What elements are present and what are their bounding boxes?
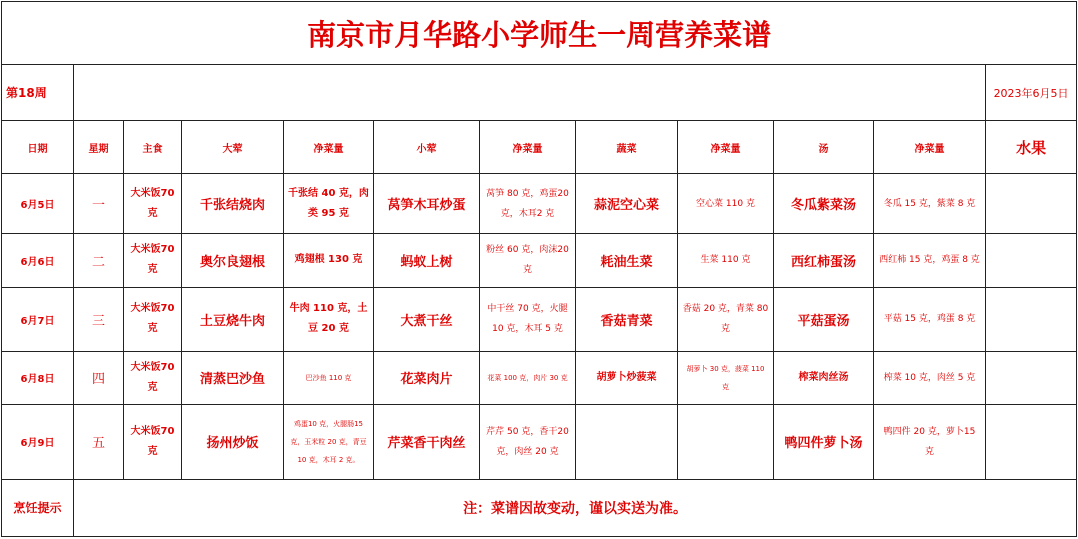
menu-table — [1, 1, 1077, 537]
row-side-amount: 中干丝 70 克，火腿 10 克，木耳 5 克 — [480, 287, 576, 351]
page-title: 南京市月华路小学师生一周营养菜谱 — [2, 2, 1077, 65]
row-main-amount: 巴沙鱼 110 克 — [284, 351, 374, 404]
row-soup: 西红柿蛋汤 — [774, 234, 874, 287]
row-veg-amount — [678, 404, 774, 479]
row-side-dish: 大煮干丝 — [374, 287, 480, 351]
row-side-dish: 莴笋木耳炒蛋 — [374, 174, 480, 234]
row-side-amount: 花菜 100 克，肉片 30 克 — [480, 351, 576, 404]
row-date: 6月6日 — [2, 234, 74, 287]
row-veg: 蒜泥空心菜 — [576, 174, 678, 234]
row-weekday: 二 — [74, 234, 124, 287]
row-main-amount: 鸡翅根 130 克 — [284, 234, 374, 287]
row-veg-amount: 胡萝卜 30 克，菠菜 110 克 — [678, 351, 774, 404]
col-header-date: 日期 — [2, 121, 74, 174]
row-side-amount: 粉丝 60 克，肉沫20 克 — [480, 234, 576, 287]
footer-note: 注：菜谱因故变动，谨以实送为准。 — [74, 479, 1077, 536]
row-side-dish: 花菜肉片 — [374, 351, 480, 404]
table-row — [2, 287, 1077, 351]
row-staple: 大米饭70克 — [124, 404, 182, 479]
row-weekday: 五 — [74, 404, 124, 479]
week-label: 第18周 — [2, 65, 74, 121]
row-weekday: 三 — [74, 287, 124, 351]
row-main-dish: 土豆烧牛肉 — [182, 287, 284, 351]
table-row — [2, 174, 1077, 234]
row-soup-amount: 鸭四件 20 克，萝卜15 克 — [874, 404, 986, 479]
menu-date: 2023年6月5日 — [986, 65, 1077, 121]
col-header-veg: 蔬菜 — [576, 121, 678, 174]
row-main-amount: 鸡蛋10 克，火腿肠15 克，玉米粒 20 克，青豆 10 克，木耳 2 克。 — [284, 404, 374, 479]
row-staple: 大米饭70克 — [124, 234, 182, 287]
row-side-amount: 芹芹 50 克，香干20 克，肉丝 20 克 — [480, 404, 576, 479]
row-veg-amount: 香菇 20 克，青菜 80 克 — [678, 287, 774, 351]
row-soup-amount: 西红柿 15 克，鸡蛋 8 克 — [874, 234, 986, 287]
row-main-amount: 千张结 40 克，肉类 95 克 — [284, 174, 374, 234]
row-date: 6月5日 — [2, 174, 74, 234]
row-soup: 冬瓜紫菜汤 — [774, 174, 874, 234]
row-staple: 大米饭70克 — [124, 174, 182, 234]
row-side-dish: 蚂蚁上树 — [374, 234, 480, 287]
row-staple: 大米饭70克 — [124, 287, 182, 351]
row-veg: 耗油生菜 — [576, 234, 678, 287]
row-fruit — [986, 174, 1077, 234]
row-weekday: 一 — [74, 174, 124, 234]
row-soup-amount: 平菇 15 克，鸡蛋 8 克 — [874, 287, 986, 351]
row-date: 6月9日 — [2, 404, 74, 479]
row-main-dish: 清蒸巴沙鱼 — [182, 351, 284, 404]
row-veg-amount: 空心菜 110 克 — [678, 174, 774, 234]
row-fruit — [986, 287, 1077, 351]
row-date: 6月8日 — [2, 351, 74, 404]
table-row — [2, 351, 1077, 404]
row-veg — [576, 404, 678, 479]
col-header-side-dish: 小荤 — [374, 121, 480, 174]
cooking-tip-label: 烹饪提示 — [2, 479, 74, 536]
header-blank — [74, 65, 986, 121]
row-weekday: 四 — [74, 351, 124, 404]
col-header-net-main: 净菜量 — [284, 121, 374, 174]
col-header-fruit: 水果 — [986, 121, 1077, 174]
row-veg-amount: 生菜 110 克 — [678, 234, 774, 287]
row-fruit — [986, 351, 1077, 404]
row-soup-amount: 榨菜 10 克，肉丝 5 克 — [874, 351, 986, 404]
col-header-weekday: 星期 — [74, 121, 124, 174]
row-veg: 胡萝卜炒菠菜 — [576, 351, 678, 404]
table-row — [2, 404, 1077, 479]
row-side-amount: 莴笋 80 克，鸡蛋20 克，木耳2 克 — [480, 174, 576, 234]
col-header-net-soup: 净菜量 — [874, 121, 986, 174]
row-soup: 榨菜肉丝汤 — [774, 351, 874, 404]
col-header-main-dish: 大荤 — [182, 121, 284, 174]
row-date: 6月7日 — [2, 287, 74, 351]
row-main-amount: 牛肉 110 克，土豆 20 克 — [284, 287, 374, 351]
row-main-dish: 扬州炒饭 — [182, 404, 284, 479]
row-veg: 香菇青菜 — [576, 287, 678, 351]
row-main-dish: 奥尔良翅根 — [182, 234, 284, 287]
col-header-staple: 主食 — [124, 121, 182, 174]
row-soup: 鸭四件萝卜汤 — [774, 404, 874, 479]
row-staple: 大米饭70克 — [124, 351, 182, 404]
row-soup: 平菇蛋汤 — [774, 287, 874, 351]
table-row — [2, 234, 1077, 287]
row-soup-amount: 冬瓜 15 克，紫菜 8 克 — [874, 174, 986, 234]
row-fruit — [986, 234, 1077, 287]
col-header-soup: 汤 — [774, 121, 874, 174]
col-header-net-side: 净菜量 — [480, 121, 576, 174]
row-side-dish: 芹菜香干肉丝 — [374, 404, 480, 479]
col-header-net-veg: 净菜量 — [678, 121, 774, 174]
row-main-dish: 千张结烧肉 — [182, 174, 284, 234]
row-fruit — [986, 404, 1077, 479]
